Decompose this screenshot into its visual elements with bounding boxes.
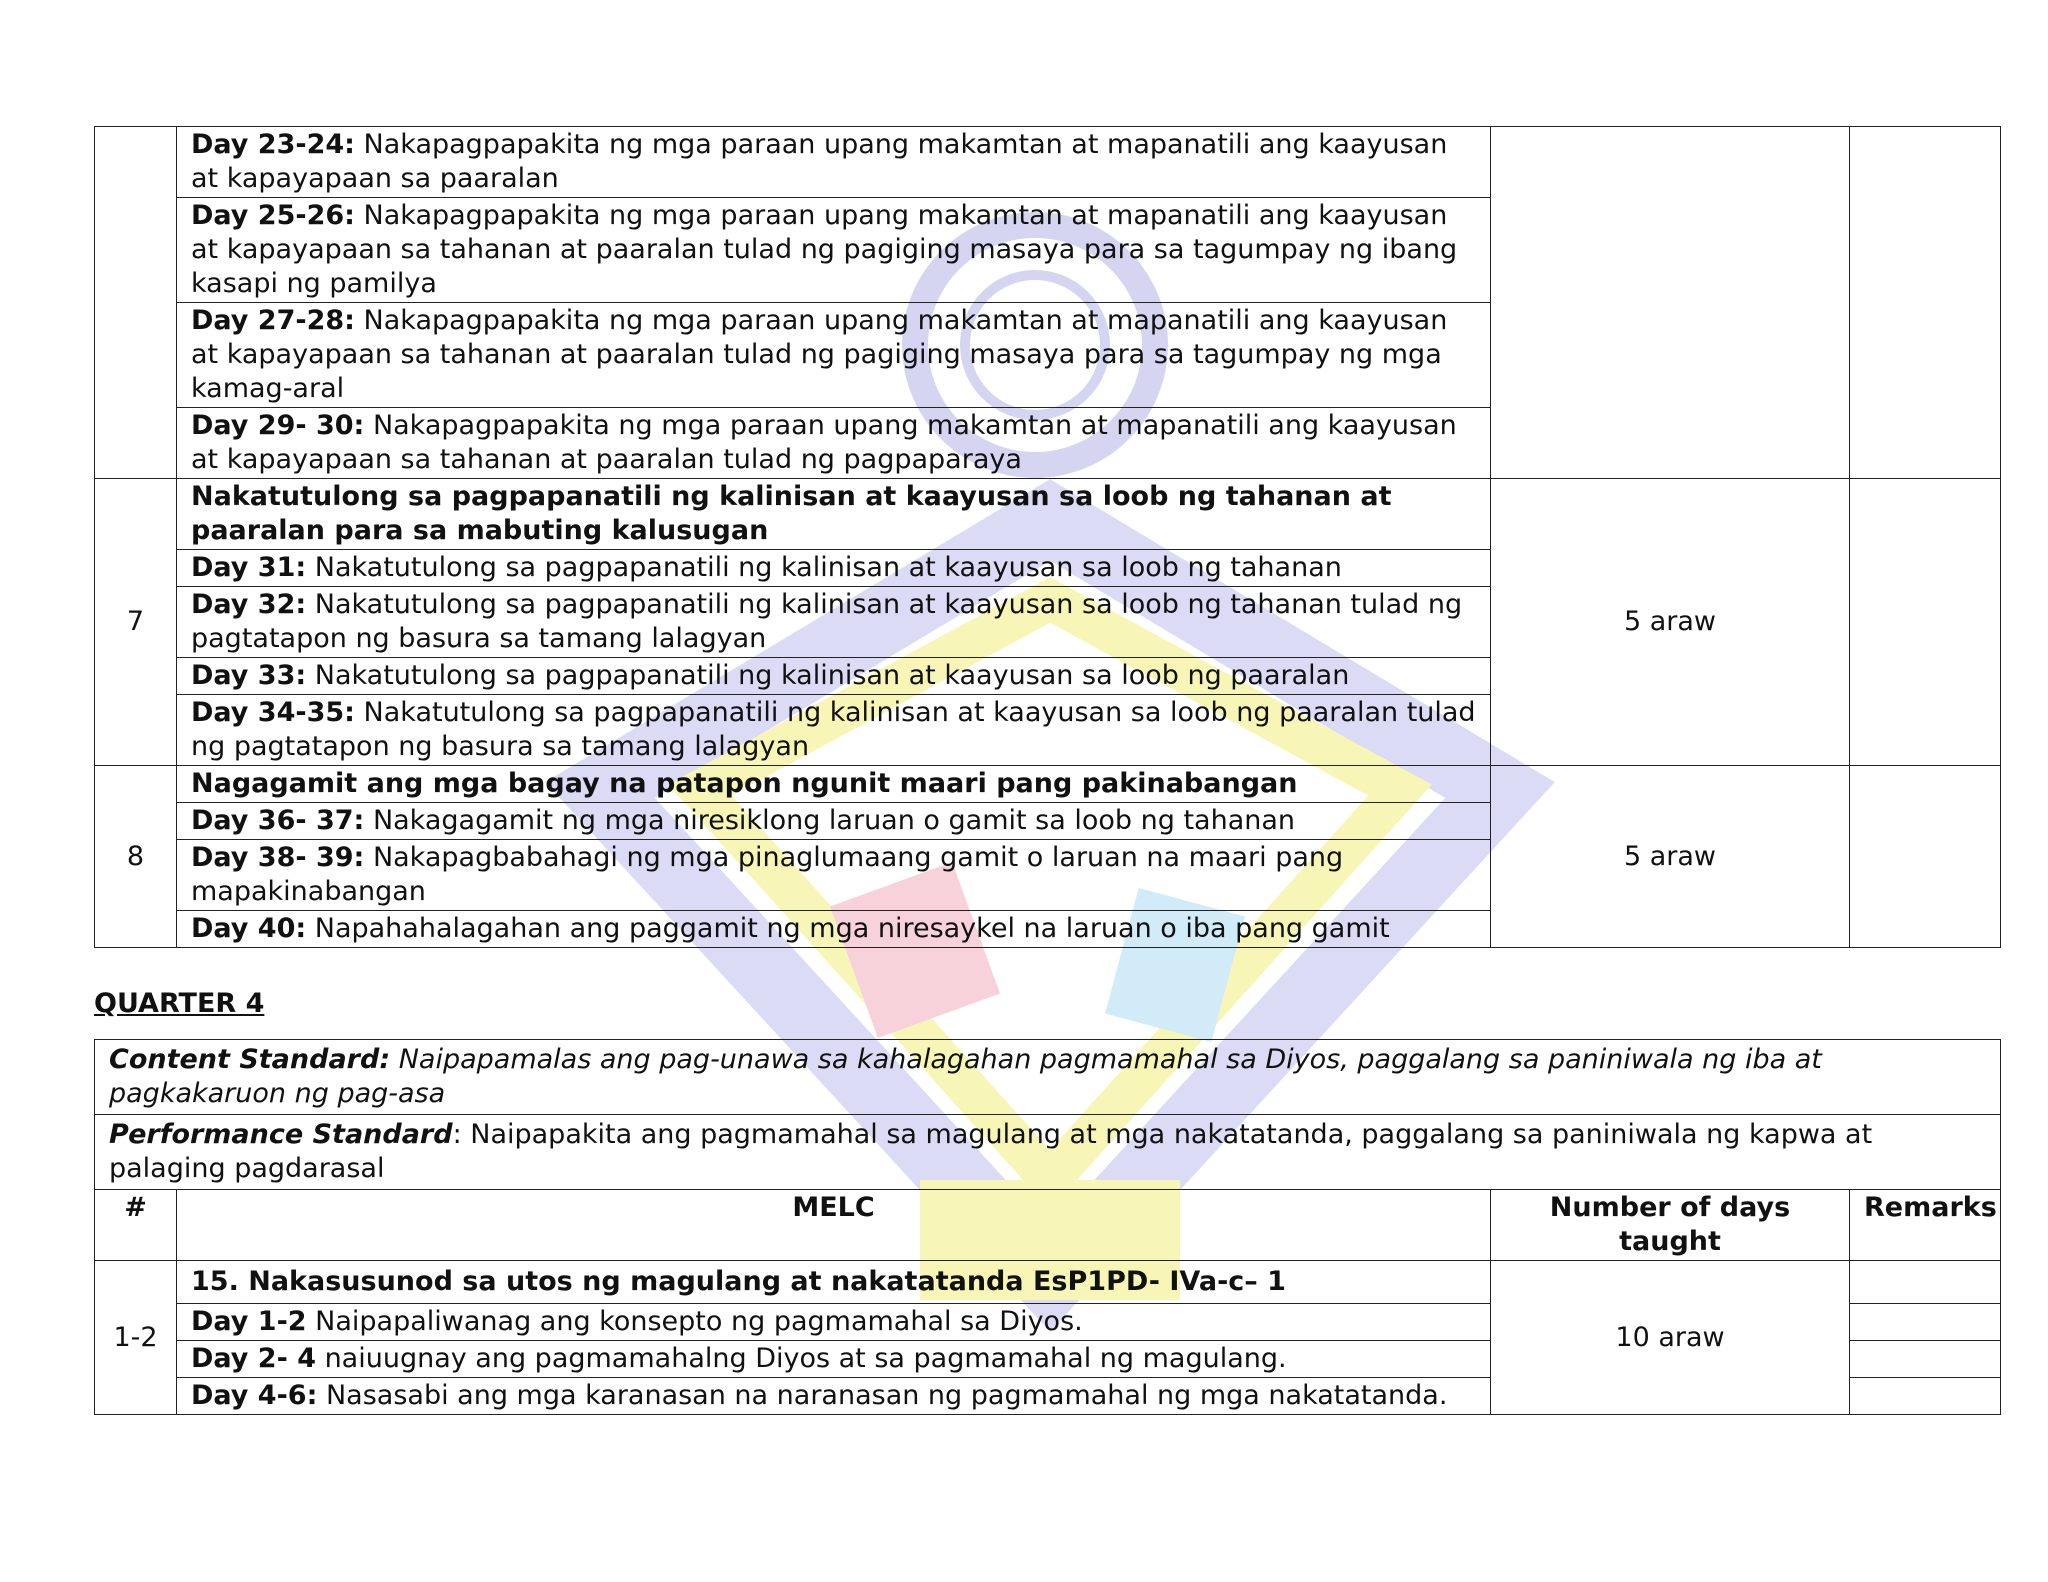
remarks-cell	[1850, 1378, 2001, 1415]
day-label: Day 34-35:	[191, 697, 355, 728]
day-text: Nakapagpapakita ng mga paraan upang makamtan at mapanatili ang kaayusan at kapayapaan sa tahanan at paaralan tulad ng pagpaparaya	[191, 410, 1457, 475]
melc-cell	[177, 198, 1491, 303]
remarks-cell	[1850, 1304, 2001, 1341]
melc-cell	[177, 1378, 1491, 1415]
day-text: Nakapagpapakita ng mga paraan upang makamtan at mapanatili ang kaayusan at kapayapaan sa tahanan at paaralan tulad ng pagiging masaya para sa tagumpay ng ibang kasapi ng pamilya	[191, 200, 1458, 299]
melc-cell	[177, 840, 1491, 911]
performance-standard-text: : Naipapakita ang pagmamahal sa magulang at mga nakatatanda, paggalang sa paniniwala ng kapwa at palaging pagdarasal	[109, 1119, 1873, 1184]
day-label: Day 32:	[191, 589, 307, 620]
day-text: Naipapaliwanag ang konsepto ng pagmamahal sa Diyos.	[306, 1306, 1083, 1337]
melc-heading: Nakatutulong sa pagpapanatili ng kalinisan at kaayusan sa loob ng tahanan at paaralan para sa mabuting kalusugan	[177, 479, 1491, 550]
melc-heading: Nagagamit ang mga bagay na patapon ngunit maari pang pakinabangan	[177, 766, 1491, 803]
table-row	[95, 479, 2001, 550]
performance-standard-row	[95, 1115, 2001, 1190]
day-label: Day 4-6:	[191, 1380, 318, 1411]
day-text: Nasasabi ang mga karanasan na naranasan ng pagmamahal ng mga nakatatanda.	[317, 1380, 1448, 1411]
remarks-cell	[1850, 479, 2001, 766]
content-standard-label: Content Standard:	[109, 1044, 391, 1075]
header-melc: MELC	[177, 1190, 1491, 1261]
row-number: 8	[95, 766, 177, 948]
remarks-cell	[1850, 127, 2001, 479]
day-label: Day 27-28:	[191, 305, 355, 336]
day-text: Nakapagpapakita ng mga paraan upang makamtan at mapanatili ang kaayusan at kapayapaan sa tahanan at paaralan tulad ng pagiging masaya para sa tagumpay ng mga kamag-aral	[191, 305, 1448, 404]
day-text: Nakatutulong sa pagpapanatili ng kalinisan at kaayusan sa loob ng tahanan	[306, 552, 1342, 583]
quarter-title: QUARTER 4	[94, 988, 265, 1019]
melc-table-quarter-4	[94, 1039, 2001, 1415]
melc-cell	[177, 303, 1491, 408]
days-cell	[1491, 127, 1850, 479]
header-days: Number of days taught	[1491, 1190, 1850, 1261]
melc-cell	[177, 803, 1491, 840]
remarks-cell	[1850, 1261, 2001, 1304]
day-label: Day 40:	[191, 913, 307, 944]
melc-cell	[177, 1304, 1491, 1341]
day-label: Day 33:	[191, 660, 307, 691]
day-text: Nakatutulong sa pagpapanatili ng kalinisan at kaayusan sa loob ng paaralan tulad ng pagtatapon ng basura sa tamang lalagyan	[191, 697, 1476, 762]
table-row	[95, 1261, 2001, 1304]
melc-cell	[177, 127, 1491, 198]
days-cell: 5 araw	[1491, 766, 1850, 948]
day-text: Nakagagamit ng mga niresiklong laruan o gamit sa loob ng tahanan	[364, 805, 1296, 836]
day-label: Day 38- 39:	[191, 842, 365, 873]
header-num: #	[95, 1190, 177, 1261]
day-text: Napahahalagahan ang paggamit ng mga niresaykel na laruan o iba pang gamit	[306, 913, 1390, 944]
row-number: 7	[95, 479, 177, 766]
day-label: Day 23-24:	[191, 129, 355, 160]
melc-cell	[177, 695, 1491, 766]
performance-standard-cell	[95, 1115, 2001, 1190]
row-number	[95, 127, 177, 479]
table-row	[95, 127, 2001, 198]
header-row	[95, 1190, 2001, 1261]
melc-cell	[177, 587, 1491, 658]
melc-cell	[177, 1341, 1491, 1378]
content-standard-row	[95, 1040, 2001, 1115]
day-text: Nakatutulong sa pagpapanatili ng kalinisan at kaayusan sa loob ng paaralan	[306, 660, 1350, 691]
days-cell: 10 araw	[1491, 1261, 1850, 1415]
day-label: Day 29- 30:	[191, 410, 365, 441]
day-text: naiuugnay ang pagmamahalng Diyos at sa pagmamahal ng magulang.	[315, 1343, 1287, 1374]
melc-table-continued	[94, 126, 2001, 948]
day-label: Day 25-26:	[191, 200, 355, 231]
melc-cell	[177, 408, 1491, 479]
performance-standard-label: Performance Standard	[109, 1119, 453, 1150]
melc-heading: 15. Nakasusunod sa utos ng magulang at nakatatanda EsP1PD- IVa-c– 1	[177, 1261, 1491, 1304]
day-label: Day 31:	[191, 552, 307, 583]
content-standard-cell	[95, 1040, 2001, 1115]
melc-cell	[177, 911, 1491, 948]
day-text: Nakatutulong sa pagpapanatili ng kalinisan at kaayusan sa loob ng tahanan tulad ng pagtatapon ng basura sa tamang lalagyan	[191, 589, 1463, 654]
remarks-cell	[1850, 766, 2001, 948]
days-cell: 5 araw	[1491, 479, 1850, 766]
day-text: Nakapagpapakita ng mga paraan upang makamtan at mapanatili ang kaayusan at kapayapaan sa paaralan	[191, 129, 1448, 194]
day-label: Day 1-2	[191, 1306, 307, 1337]
day-label: Day 2- 4	[191, 1343, 316, 1374]
day-label: Day 36- 37:	[191, 805, 365, 836]
melc-cell	[177, 658, 1491, 695]
day-text: Nakapagbabahagi ng mga pinaglumaang gamit o laruan na maari pang mapakinabangan	[191, 842, 1344, 907]
header-remarks: Remarks	[1850, 1190, 2001, 1261]
melc-cell	[177, 550, 1491, 587]
content-standard-text: Naipapamalas ang pag-unawa sa kahalagahan pagmamahal sa Diyos, paggalang sa paniniwala ng iba at pagkakaruon ng pag-asa	[109, 1044, 1822, 1109]
remarks-cell	[1850, 1341, 2001, 1378]
table-row	[95, 766, 2001, 803]
row-number: 1-2	[95, 1261, 177, 1415]
